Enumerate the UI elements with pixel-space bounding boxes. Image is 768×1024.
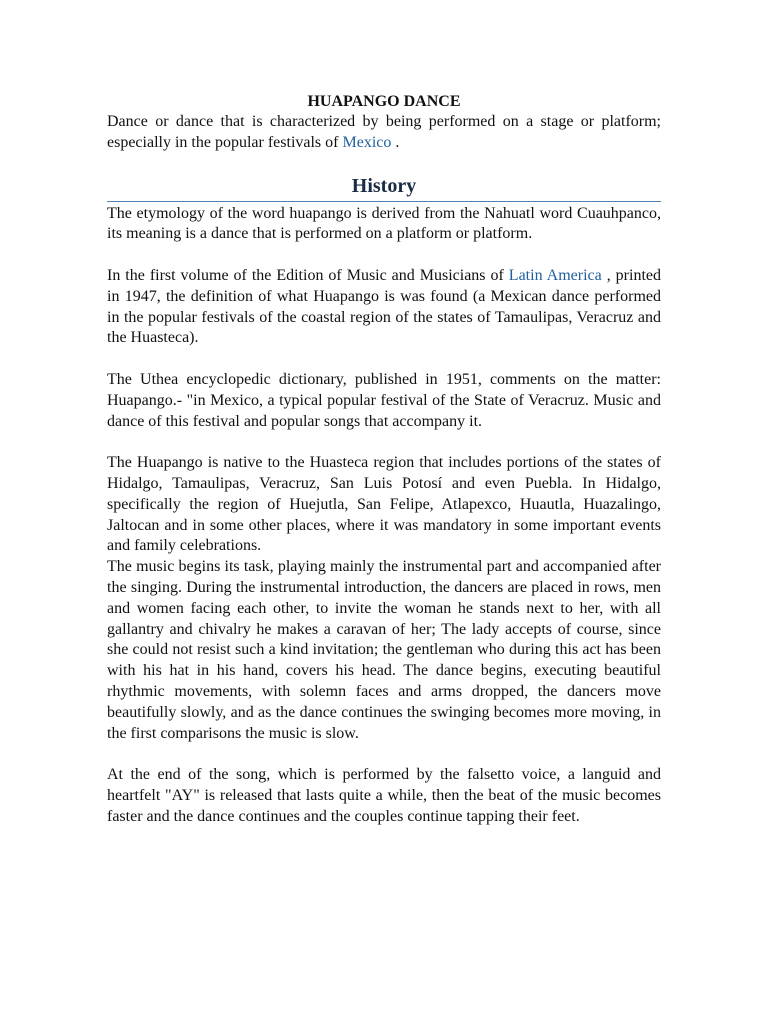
mexico-link[interactable]: Mexico (342, 133, 392, 151)
history-heading: History (107, 174, 661, 202)
intro-text-end: . (391, 133, 400, 151)
ending-paragraph: At the end of the song, which is performed by the falsetto voice, a languid and heartfelt "AY" is released that lasts quite a while, then the beat of the music becomes faster and the dance continues and the couples continue tapping their feet. (107, 766, 661, 825)
music-paragraph: The music begins its task, playing mainly the instrumental part and accompanied after the singing. During the instrumental introduction, the dancers are placed in rows, men and women facing each other, to invite the woman he stands next to her, with all gallantry and chivalry he makes a caravan of her; The lady accepts of course, since she could not resist such a kind invitation; the gentleman who during this act has been with his hat in his hand, covers his head. The dance begins, executing beautiful rhythmic movements, with solemn faces and arms dropped, the dancers move beautifully slowly, and as the dance continues the swinging becomes more moving, in the first comparisons the music is slow. (107, 558, 661, 742)
edition-paragraph (107, 266, 661, 349)
intro-text: Dance or dance that is characterized by being performed on a stage or platform; especially in the popular festivals of (107, 113, 661, 151)
intro-paragraph (107, 112, 661, 154)
uthea-paragraph: The Uthea encyclopedic dictionary, published in 1951, comments on the matter: Huapango.- "in Mexico, a typical popular festival of the State of Veracruz. Music and dance of this festival and popular songs that accompany it. (107, 370, 661, 430)
edition-text-end: , printed in 1947, the definition of what Huapango is was found (a Mexican dance performed in the popular festivals of the coastal region of the states of Tamaulipas, Veracruz and the Huasteca). (107, 266, 661, 347)
origin-paragraph: The Huapango is native to the Huasteca region that includes portions of the states of Hidalgo, Tamaulipas, Veracruz, San Luis Potosí and even Puebla. In Hidalgo, specifically the region of Huejutla, San Felipe, Atlapexco, Huautla, Huazalingo, Jaltocan and in some other places, where it was mandatory in some important events and family celebrations. (107, 454, 661, 555)
latin-america-link[interactable]: Latin America (508, 266, 602, 284)
edition-text: In the first volume of the Edition of Music and Musicians of (107, 266, 509, 284)
etymology-paragraph: The etymology of the word huapango is derived from the Nahuatl word Cuauhpanco, its meaning is a dance that is performed on a platform or platform. (107, 204, 661, 243)
document-title: HUAPANGO DANCE (307, 93, 461, 110)
